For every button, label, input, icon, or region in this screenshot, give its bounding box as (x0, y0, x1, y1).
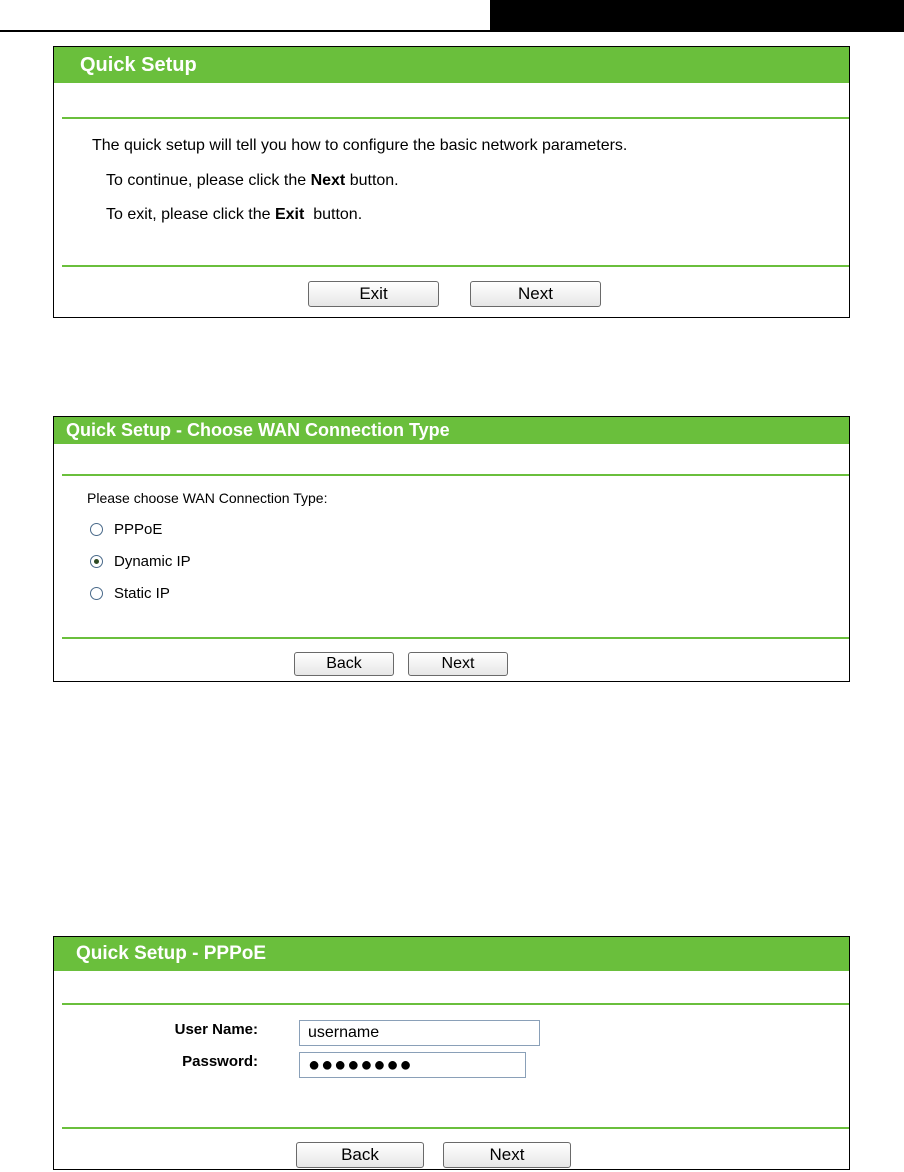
header-black-bar (490, 0, 904, 32)
wan-connection-type-panel (53, 416, 850, 682)
divider (62, 474, 849, 476)
continue-prefix: To continue, please click the (106, 172, 311, 189)
radio-button-selected[interactable] (90, 555, 103, 568)
header-rule (0, 30, 490, 32)
radio-label: PPPoE (114, 521, 163, 538)
back-button[interactable]: Back (296, 1142, 424, 1168)
password-label: Password: (182, 1053, 258, 1070)
exit-instruction (106, 206, 362, 224)
divider (62, 117, 849, 119)
continue-instruction (106, 172, 399, 190)
password-input[interactable]: ●●●●●●●● (299, 1052, 526, 1078)
divider (62, 265, 849, 267)
wan-type-prompt: Please choose WAN Connection Type: (87, 490, 328, 506)
exit-prefix: To exit, please click the (106, 206, 275, 223)
radio-option-static-ip[interactable] (90, 585, 170, 602)
radio-option-pppoe[interactable] (90, 521, 162, 538)
radio-label: Dynamic IP (114, 553, 191, 570)
username-input[interactable] (299, 1020, 540, 1046)
exit-button[interactable]: Exit (308, 281, 439, 307)
panel-title: Quick Setup (54, 47, 849, 83)
panel-title: Quick Setup - Choose WAN Connection Type (54, 417, 849, 444)
pppoe-panel (53, 936, 850, 1170)
exit-bold: Exit (274, 206, 305, 223)
panel-title: Quick Setup - PPPoE (54, 937, 849, 971)
next-button[interactable]: Next (443, 1142, 571, 1168)
continue-bold: Next (310, 172, 346, 189)
radio-label: Static IP (114, 585, 170, 602)
exit-suffix: button. (304, 206, 363, 223)
radio-button[interactable] (90, 587, 103, 600)
radio-option-dynamic-ip[interactable] (90, 553, 191, 570)
radio-button[interactable] (90, 523, 103, 536)
next-button[interactable]: Next (470, 281, 601, 307)
divider (62, 1127, 849, 1129)
back-button[interactable]: Back (294, 652, 394, 676)
divider (62, 1003, 849, 1005)
continue-suffix: button. (345, 172, 399, 189)
divider (62, 637, 849, 639)
quick-setup-panel (53, 46, 850, 318)
next-button[interactable]: Next (408, 652, 508, 676)
username-label: User Name: (174, 1021, 258, 1038)
intro-text: The quick setup will tell you how to configure the basic network parameters. (92, 137, 628, 154)
